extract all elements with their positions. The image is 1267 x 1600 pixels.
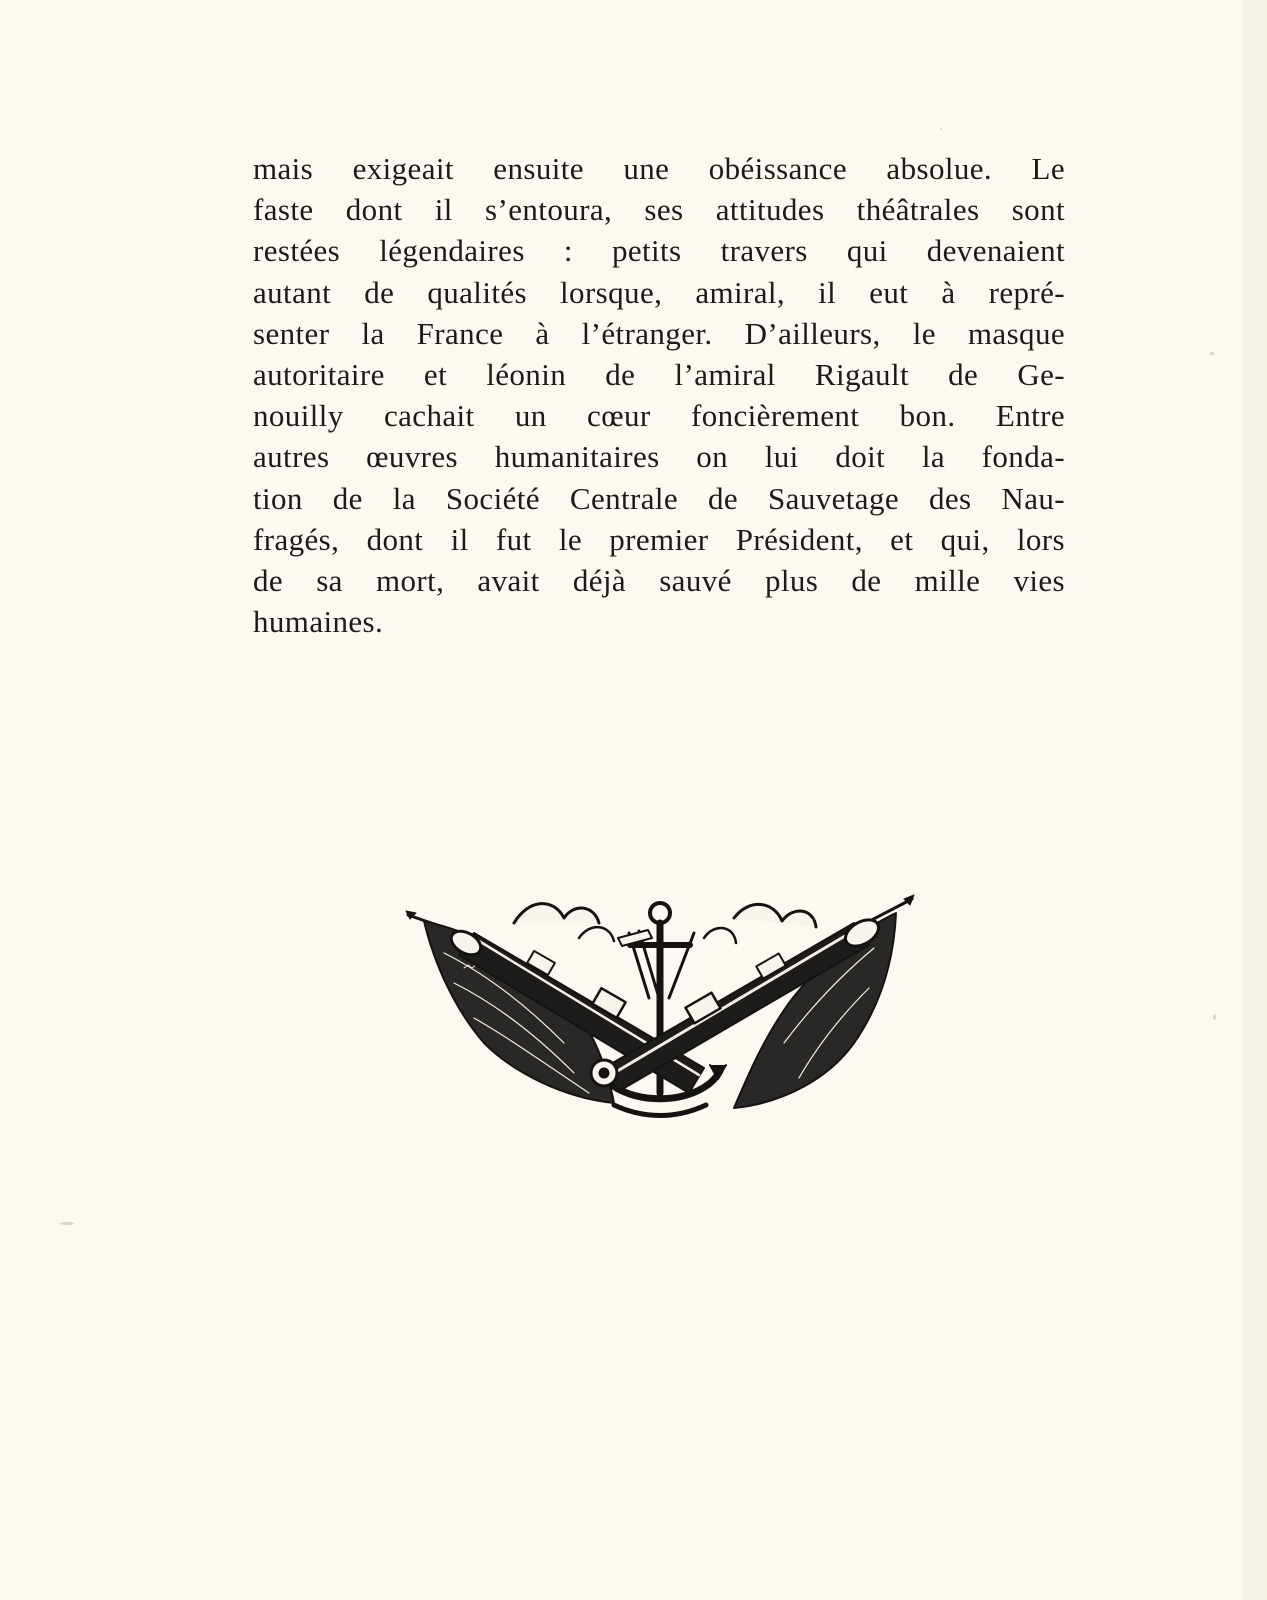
text-line: autant de qualités lorsque, amiral, il eut à repré- [253,274,1065,310]
text-line: senter la France à l’étranger. D’ailleurs, le masque [253,315,1065,351]
text-line: de sa mort, avait déjà sauvé plus de mille vies [253,562,1065,598]
page-edge [1242,0,1267,1600]
text-line: autres œuvres humanitaires on lui doit la fonda- [253,439,1065,475]
paper-speck [1210,352,1214,355]
paper-speck [60,1222,74,1225]
text-line: tion de la Société Centrale de Sauvetage des Nau- [253,480,1065,516]
text-line: restées légendaires : petits travers qui devenaient [253,233,1065,269]
body-paragraph [253,148,1065,642]
text-line: autoritaire et léonin de l’amiral Rigault de Ge- [253,356,1065,392]
paper-speck [1213,1014,1216,1020]
text-line: fragés, dont il fut le premier Président, et qui, lors [253,521,1065,557]
paper-speck [940,128,942,130]
text-line: faste dont il s’entoura, ses attitudes théâtrales sont [253,192,1065,228]
text-line: nouilly cachait un cœur foncièrement bon. Entre [253,398,1065,434]
text-line: mais exigeait ensuite une obéissance absolue. Le [253,151,1065,186]
naval-trophy-icon [404,893,916,1125]
text-line: humaines. [253,604,384,640]
